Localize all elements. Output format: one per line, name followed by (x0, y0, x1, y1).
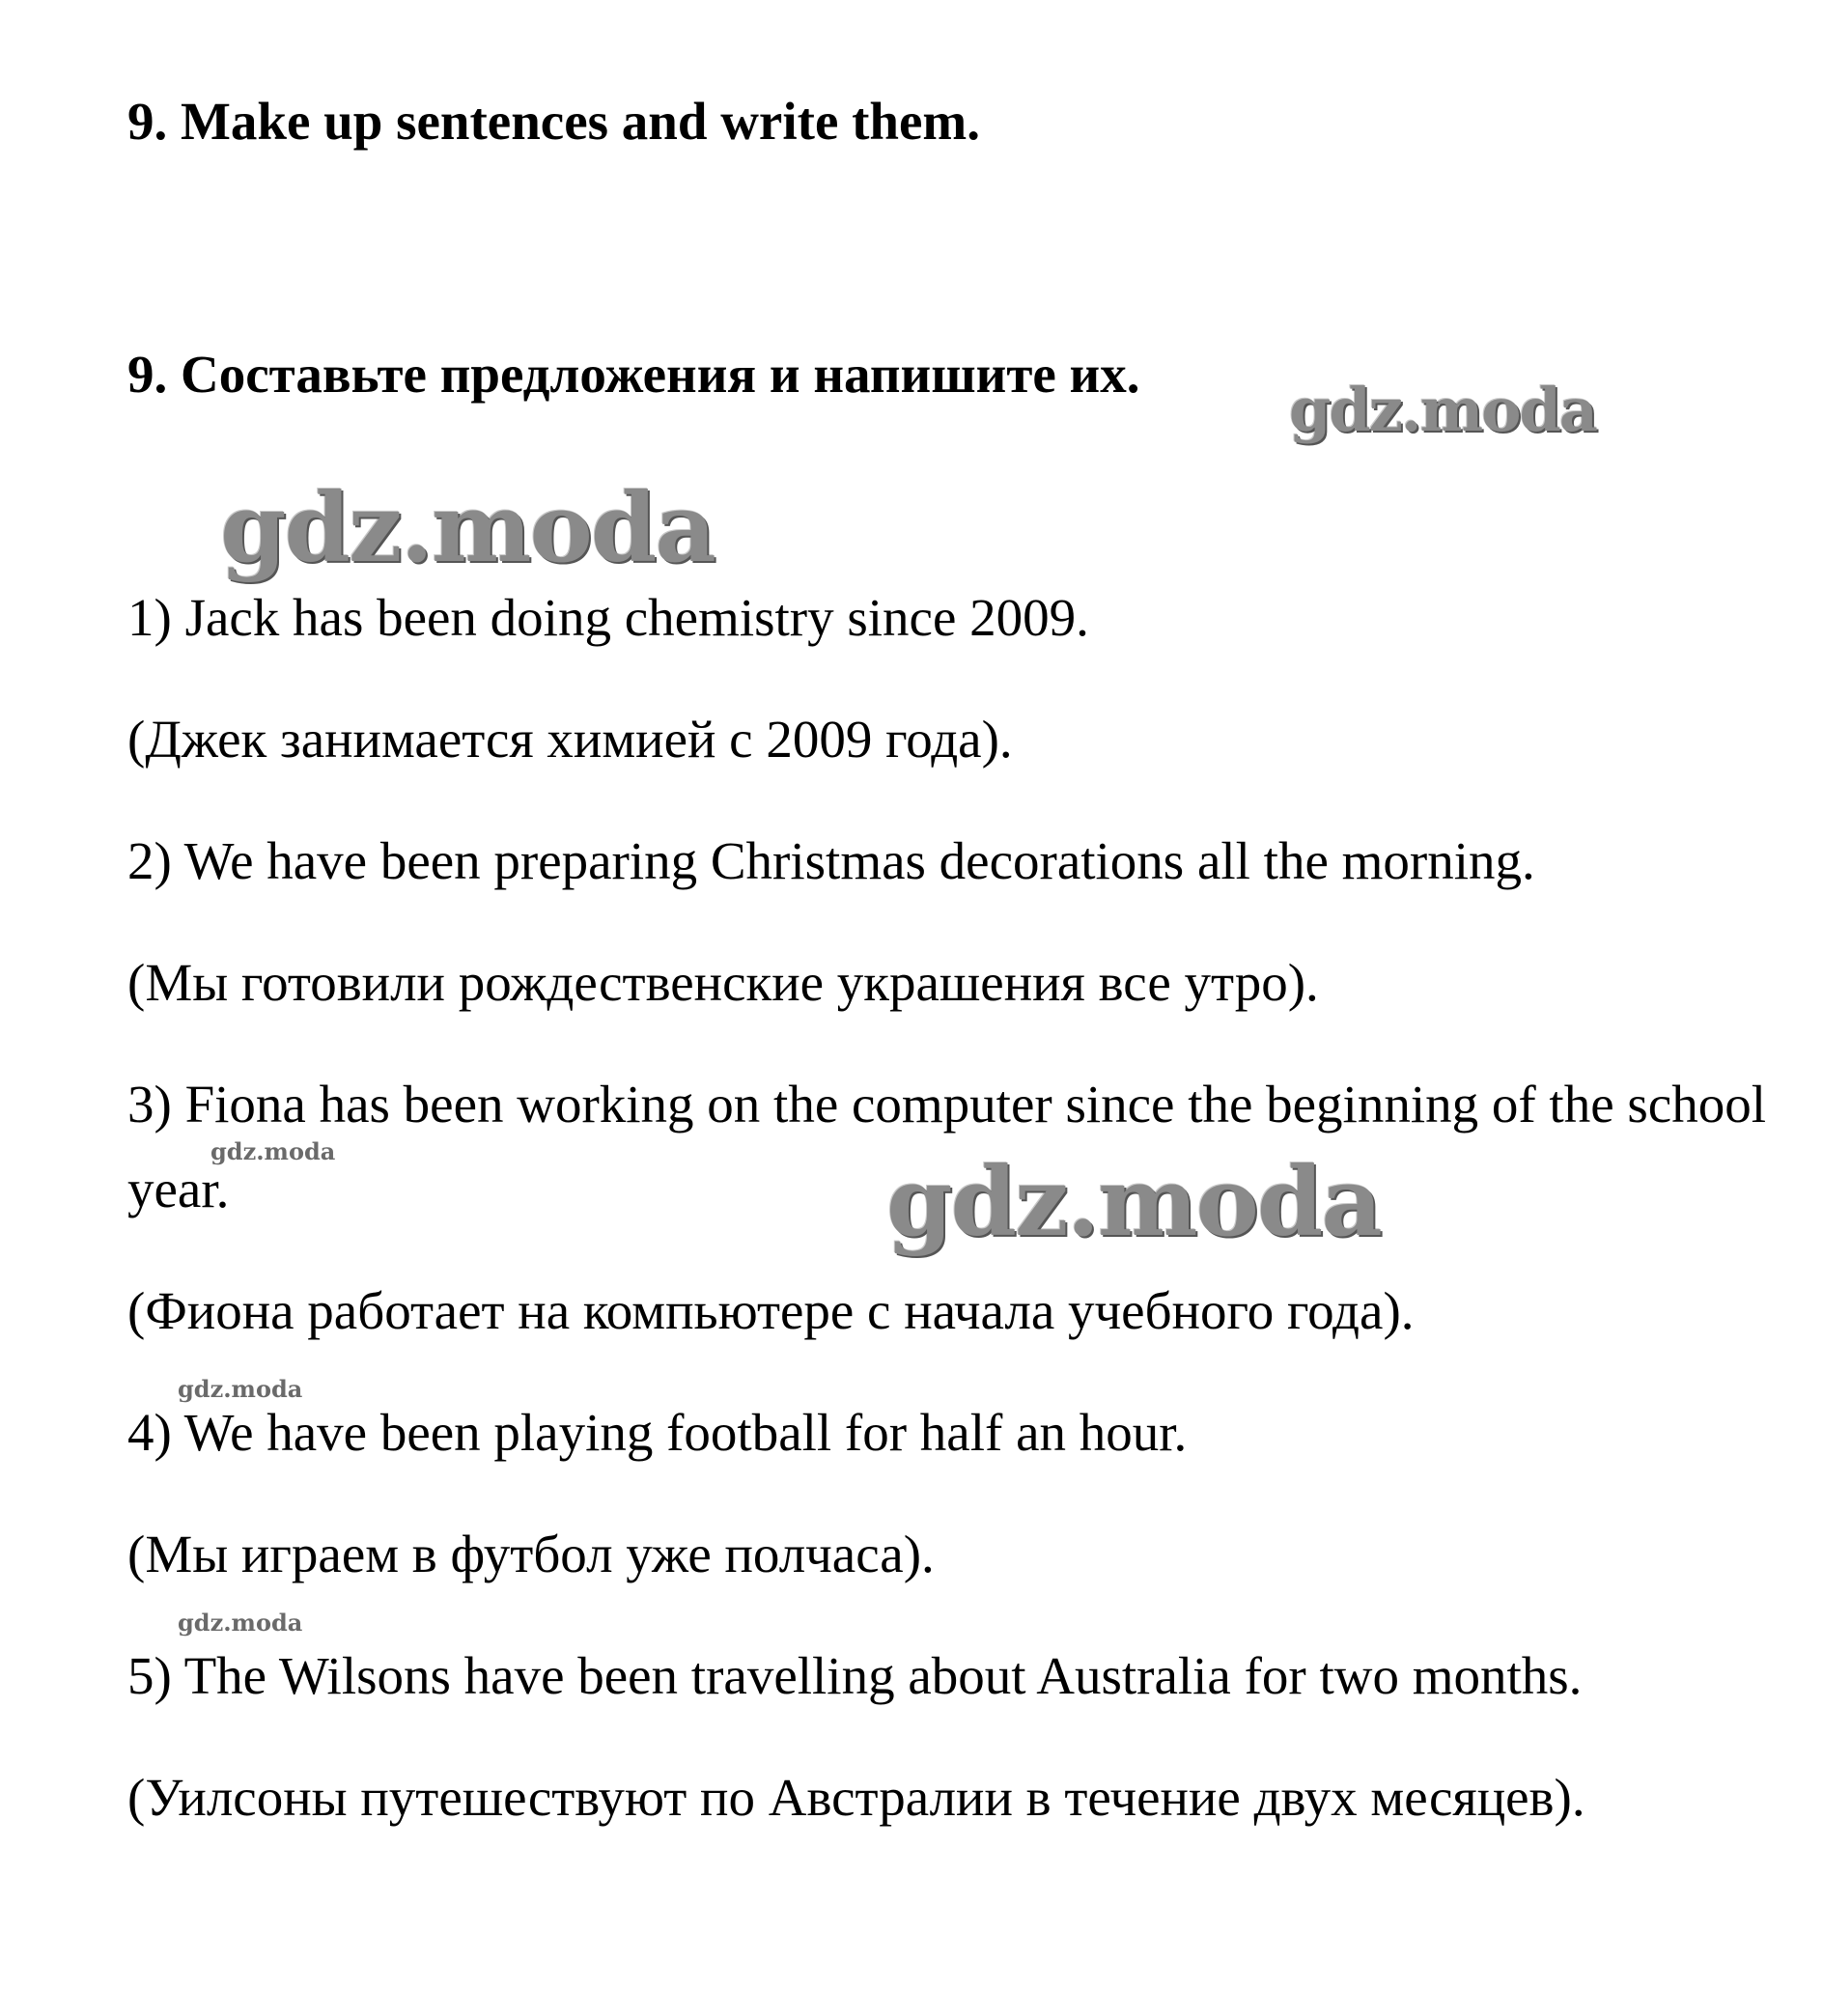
watermark: gdz.moda (178, 1609, 303, 1637)
answer-4-english: 4) We have been playing football for half an hour. (127, 1403, 1188, 1462)
watermark: gdz.moda (1289, 375, 1596, 445)
answer-5-english: 5) The Wilsons have been travelling about Australia for two months. (127, 1646, 1583, 1705)
answer-1-english: 1) Jack has been doing chemistry since 2009. (127, 588, 1089, 647)
answer-5-russian: (Уилсоны путешествуют по Австралии в течение двух месяцев). (127, 1768, 1585, 1827)
answer-1-russian: (Джек занимается химией с 2009 года). (127, 710, 1013, 769)
watermark: gdz.moda (220, 473, 715, 584)
answer-2-english: 2) We have been preparing Christmas decorations all the morning. (127, 831, 1535, 890)
answer-4-russian: (Мы играем в футбол уже полчаса). (127, 1525, 935, 1583)
watermark: gdz.moda (886, 1147, 1381, 1258)
answer-3-russian: (Фиона работает на компьютере с начала учебного года). (127, 1281, 1415, 1340)
answer-2-russian: (Мы готовили рождественские украшения все утро). (127, 953, 1319, 1012)
answer-3-english: 3) Fiona has been working on the computer since the beginning of the school year. (127, 1075, 1766, 1218)
task-heading-russian: 9. Составьте предложения и напишите их. (127, 345, 1140, 404)
task-heading-english: 9. Make up sentences and write them. (127, 92, 980, 151)
watermark: gdz.moda (178, 1375, 303, 1403)
watermark: gdz.moda (210, 1137, 336, 1165)
